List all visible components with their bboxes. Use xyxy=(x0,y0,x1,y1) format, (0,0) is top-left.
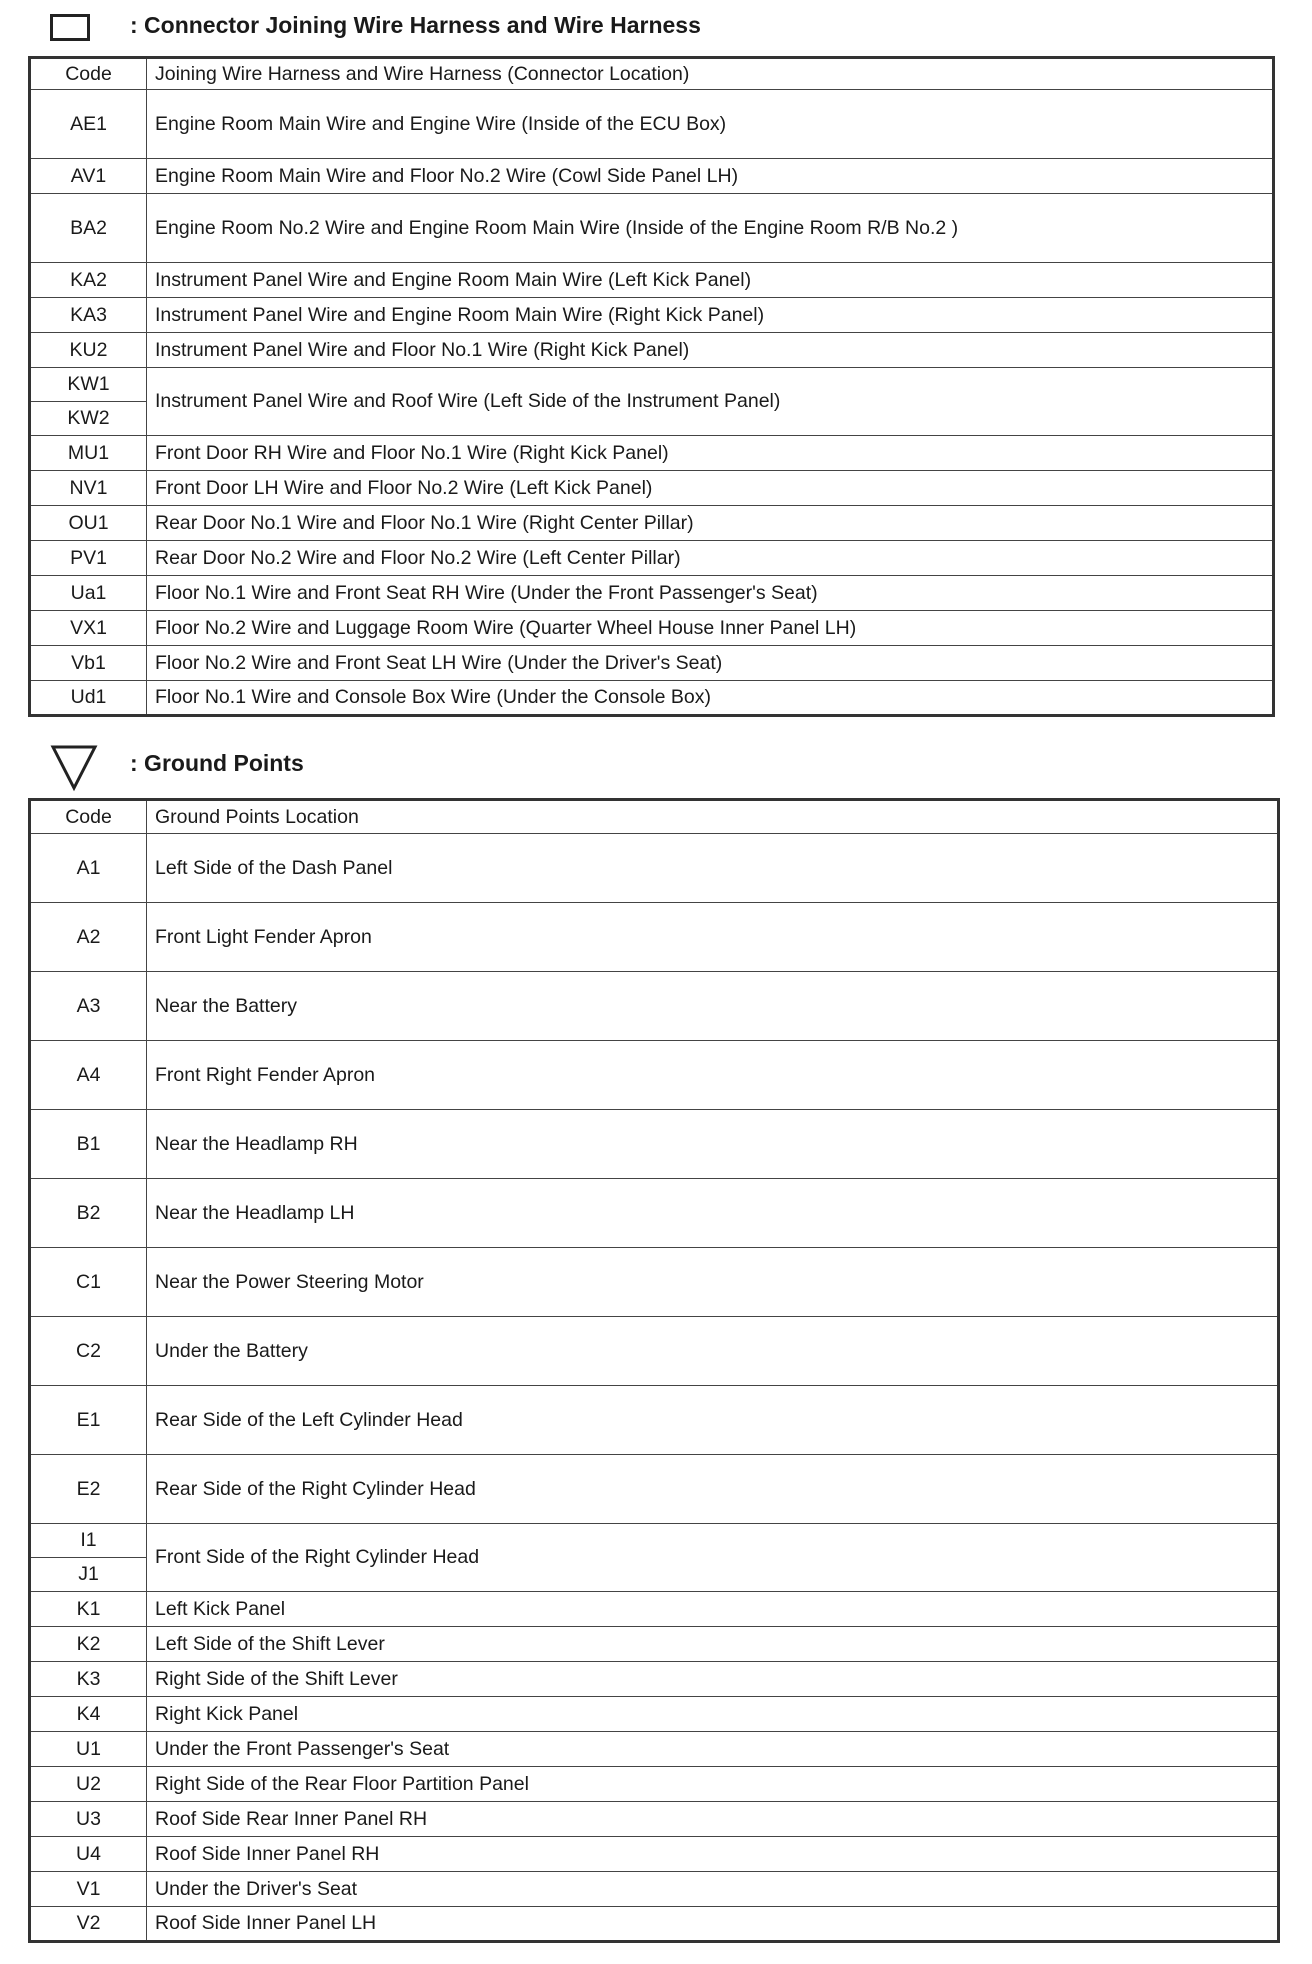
row-code: KW1 xyxy=(30,368,147,402)
table-row xyxy=(30,506,1274,541)
row-location: Roof Side Inner Panel LH xyxy=(147,1907,1279,1942)
table-row xyxy=(30,159,1274,194)
row-location: Floor No.2 Wire and Luggage Room Wire (Quarter Wheel House Inner Panel LH) xyxy=(147,611,1274,646)
square-outline-icon xyxy=(50,14,90,41)
table-row xyxy=(30,1455,1279,1524)
table-row xyxy=(30,1732,1279,1767)
row-code: E2 xyxy=(30,1455,147,1524)
table-row xyxy=(30,903,1279,972)
row-code: KU2 xyxy=(30,333,147,368)
table-row xyxy=(30,611,1274,646)
table-row xyxy=(30,576,1274,611)
table-row xyxy=(30,1802,1279,1837)
table-row xyxy=(30,1837,1279,1872)
row-location: Rear Door No.2 Wire and Floor No.2 Wire (Left Center Pillar) xyxy=(147,541,1274,576)
connector-section-title: : Connector Joining Wire Harness and Wire Harness xyxy=(130,12,701,38)
row-location: Instrument Panel Wire and Engine Room Main Wire (Left Kick Panel) xyxy=(147,263,1274,298)
row-location: Front Door LH Wire and Floor No.2 Wire (Left Kick Panel) xyxy=(147,471,1274,506)
table-row xyxy=(30,368,1274,402)
row-location: Rear Side of the Left Cylinder Head xyxy=(147,1386,1279,1455)
row-code: A1 xyxy=(30,834,147,903)
table-row xyxy=(30,471,1274,506)
row-code: J1 xyxy=(30,1558,147,1592)
table-row xyxy=(30,1627,1279,1662)
row-code: K4 xyxy=(30,1697,147,1732)
row-code: U2 xyxy=(30,1767,147,1802)
table-header-row xyxy=(30,800,1279,834)
row-location: Front Right Fender Apron xyxy=(147,1041,1279,1110)
row-location: Near the Power Steering Motor xyxy=(147,1248,1279,1317)
table-row xyxy=(30,681,1274,716)
table-row xyxy=(30,194,1274,263)
row-location: Rear Door No.1 Wire and Floor No.1 Wire (Right Center Pillar) xyxy=(147,506,1274,541)
row-location: Under the Battery xyxy=(147,1317,1279,1386)
row-code: E1 xyxy=(30,1386,147,1455)
table-row xyxy=(30,1662,1279,1697)
row-location: Under the Driver's Seat xyxy=(147,1872,1279,1907)
table-row xyxy=(30,333,1274,368)
row-location: Roof Side Rear Inner Panel RH xyxy=(147,1802,1279,1837)
row-code: U4 xyxy=(30,1837,147,1872)
table-row xyxy=(30,834,1279,903)
header-location: Ground Points Location xyxy=(147,800,1279,834)
row-code: I1 xyxy=(30,1524,147,1558)
row-location: Near the Battery xyxy=(147,972,1279,1041)
row-code: AV1 xyxy=(30,159,147,194)
row-location: Instrument Panel Wire and Floor No.1 Wire (Right Kick Panel) xyxy=(147,333,1274,368)
table-row xyxy=(30,541,1274,576)
row-code: U3 xyxy=(30,1802,147,1837)
row-code: OU1 xyxy=(30,506,147,541)
row-code: KW2 xyxy=(30,402,147,436)
row-location: Near the Headlamp LH xyxy=(147,1179,1279,1248)
table-row xyxy=(30,1110,1279,1179)
row-code: C1 xyxy=(30,1248,147,1317)
row-code: Ud1 xyxy=(30,681,147,716)
table-header-row xyxy=(30,58,1274,90)
row-code: AE1 xyxy=(30,90,147,159)
row-location: Floor No.2 Wire and Front Seat LH Wire (Under the Driver's Seat) xyxy=(147,646,1274,681)
connector-table xyxy=(28,56,1275,717)
triangle-down-icon xyxy=(50,744,98,792)
table-row xyxy=(30,1179,1279,1248)
row-location: Front Light Fender Apron xyxy=(147,903,1279,972)
table-row xyxy=(30,1907,1279,1942)
row-code: A3 xyxy=(30,972,147,1041)
row-location: Instrument Panel Wire and Roof Wire (Left Side of the Instrument Panel) xyxy=(147,368,1274,436)
row-code: MU1 xyxy=(30,436,147,471)
table-row xyxy=(30,298,1274,333)
table-row xyxy=(30,1697,1279,1732)
header-location: Joining Wire Harness and Wire Harness (Connector Location) xyxy=(147,58,1274,90)
table-row xyxy=(30,263,1274,298)
row-code: Ua1 xyxy=(30,576,147,611)
row-code: A2 xyxy=(30,903,147,972)
row-location: Rear Side of the Right Cylinder Head xyxy=(147,1455,1279,1524)
row-location: Front Side of the Right Cylinder Head xyxy=(147,1524,1279,1592)
table-row xyxy=(30,1524,1279,1558)
table-row xyxy=(30,1317,1279,1386)
table-row xyxy=(30,646,1274,681)
row-location: Engine Room No.2 Wire and Engine Room Main Wire (Inside of the Engine Room R/B No.2 ) xyxy=(147,194,1274,263)
row-location: Roof Side Inner Panel RH xyxy=(147,1837,1279,1872)
row-location: Left Side of the Dash Panel xyxy=(147,834,1279,903)
row-location: Under the Front Passenger's Seat xyxy=(147,1732,1279,1767)
row-code: Vb1 xyxy=(30,646,147,681)
table-row xyxy=(30,90,1274,159)
row-location: Right Kick Panel xyxy=(147,1697,1279,1732)
row-code: PV1 xyxy=(30,541,147,576)
header-code: Code xyxy=(30,58,147,90)
header-code: Code xyxy=(30,800,147,834)
row-location: Right Side of the Shift Lever xyxy=(147,1662,1279,1697)
table-row xyxy=(30,1041,1279,1110)
row-code: U1 xyxy=(30,1732,147,1767)
row-code: V1 xyxy=(30,1872,147,1907)
row-location: Instrument Panel Wire and Engine Room Main Wire (Right Kick Panel) xyxy=(147,298,1274,333)
table-row xyxy=(30,1386,1279,1455)
row-location: Front Door RH Wire and Floor No.1 Wire (Right Kick Panel) xyxy=(147,436,1274,471)
row-code: VX1 xyxy=(30,611,147,646)
row-location: Engine Room Main Wire and Floor No.2 Wire (Cowl Side Panel LH) xyxy=(147,159,1274,194)
row-code: KA2 xyxy=(30,263,147,298)
table-row xyxy=(30,1767,1279,1802)
table-row xyxy=(30,436,1274,471)
row-location: Floor No.1 Wire and Front Seat RH Wire (Under the Front Passenger's Seat) xyxy=(147,576,1274,611)
table-row xyxy=(30,972,1279,1041)
row-code: K1 xyxy=(30,1592,147,1627)
row-code: B1 xyxy=(30,1110,147,1179)
row-code: NV1 xyxy=(30,471,147,506)
row-location: Left Side of the Shift Lever xyxy=(147,1627,1279,1662)
row-code: K2 xyxy=(30,1627,147,1662)
row-location: Right Side of the Rear Floor Partition Panel xyxy=(147,1767,1279,1802)
row-location: Engine Room Main Wire and Engine Wire (Inside of the ECU Box) xyxy=(147,90,1274,159)
row-code: V2 xyxy=(30,1907,147,1942)
row-location: Left Kick Panel xyxy=(147,1592,1279,1627)
row-location: Floor No.1 Wire and Console Box Wire (Under the Console Box) xyxy=(147,681,1274,716)
ground-section-title: : Ground Points xyxy=(130,750,304,776)
row-code: K3 xyxy=(30,1662,147,1697)
ground-table xyxy=(28,798,1280,1943)
row-code: A4 xyxy=(30,1041,147,1110)
row-code: C2 xyxy=(30,1317,147,1386)
table-row xyxy=(30,1872,1279,1907)
row-code: B2 xyxy=(30,1179,147,1248)
row-code: BA2 xyxy=(30,194,147,263)
table-row xyxy=(30,1592,1279,1627)
table-row xyxy=(30,1248,1279,1317)
row-location: Near the Headlamp RH xyxy=(147,1110,1279,1179)
row-code: KA3 xyxy=(30,298,147,333)
